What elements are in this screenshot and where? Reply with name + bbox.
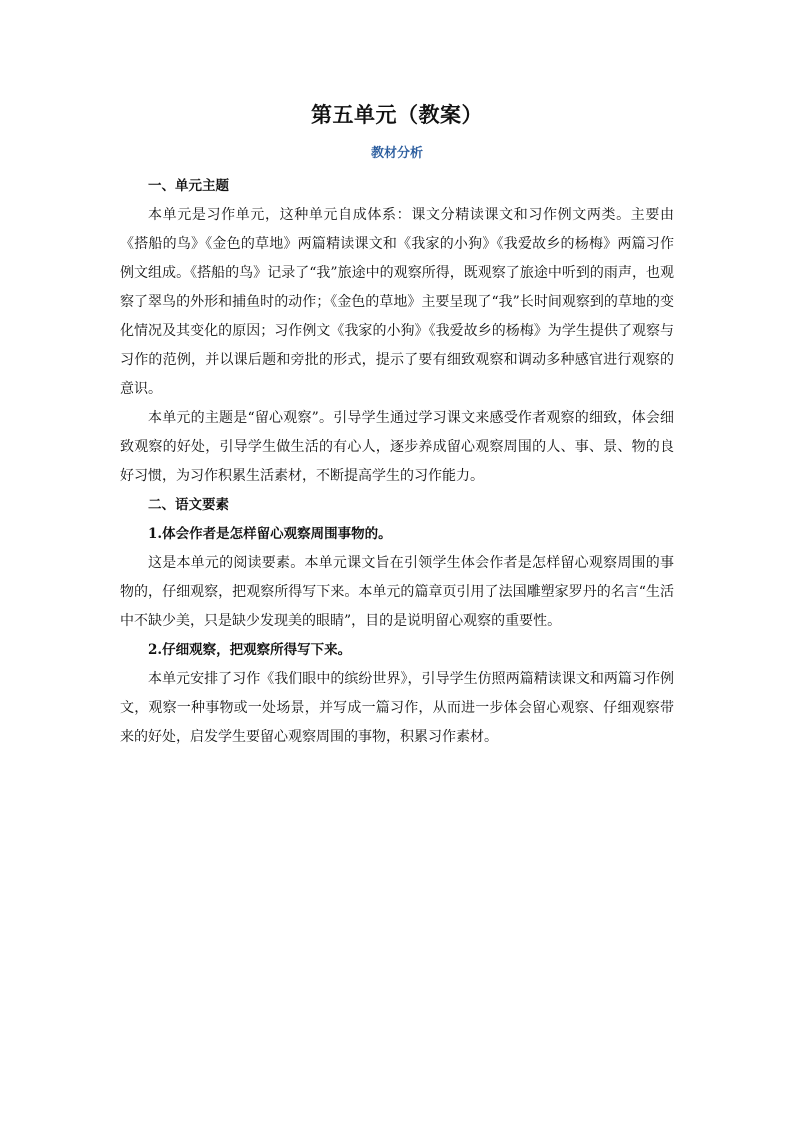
body-paragraph: 本单元的主题是“留心观察”。引导学生通过学习课文来感受作者观察的细致，体会细致观察的好处，引导学生做生活的有心人，逐步养成留心观察周围的人、事、景、物的良好习惯，为习作积累生活素材，不断提高学生的习作能力。 <box>120 410 674 484</box>
body-paragraph: 这是本单元的阅读要素。本单元课文旨在引领学生体会作者是怎样留心观察周围的事物的，仔细观察，把观察所得写下来。本单元的篇章页引用了法国雕塑家罗丹的名言“生活中不缺少美，只是缺少发现美的眼睛”，目的是说明留心观察的重要性。 <box>120 555 674 629</box>
document-subtitle: 教材分析 <box>370 146 423 161</box>
document-page <box>120 100 674 752</box>
body-paragraph: 本单元安排了习作《我们眼中的缤纷世界》，引导学生仿照两篇精读课文和两篇习作例文，观察一种事物或一处场景，并写成一篇习作，从而进一步体会留心观察、仔细观察带来的好处，启发学生要留心观察周围的事物，积累习作素材。 <box>120 671 674 745</box>
item-heading: 2.仔细观察，把观察所得写下来。 <box>148 642 352 658</box>
section-heading: 二、语文要素 <box>148 497 229 513</box>
section-unit-theme <box>120 172 674 491</box>
section-heading: 一、单元主题 <box>148 178 229 194</box>
section-language-elements <box>120 491 674 752</box>
body-paragraph: 本单元是习作单元，这种单元自成体系：课文分精读课文和习作例文两类。主要由《搭船的鸟》《金色的草地》两篇精读课文和《我家的小狗》《我爱故乡的杨梅》两篇习作例文组成。《搭船的鸟》记录了“我”旅途中的观察所得，既观察了旅途中听到的雨声，也观察了翠鸟的外形和捕鱼时的动作；《金色的草地》主要呈现了“我”长时间观察到的草地的变化情况及其变化的原因；习作例文《我家的小狗》《我爱故乡的杨梅》为学生提供了观察与习作的范例，并以课后题和旁批的形式，提示了要有细致观察和调动多种感官进行观察的意识。 <box>120 207 674 397</box>
document-title: 第五单元（教案） <box>311 103 483 127</box>
item-heading: 1.体会作者是怎样留心观察周围事物的。 <box>148 526 392 542</box>
